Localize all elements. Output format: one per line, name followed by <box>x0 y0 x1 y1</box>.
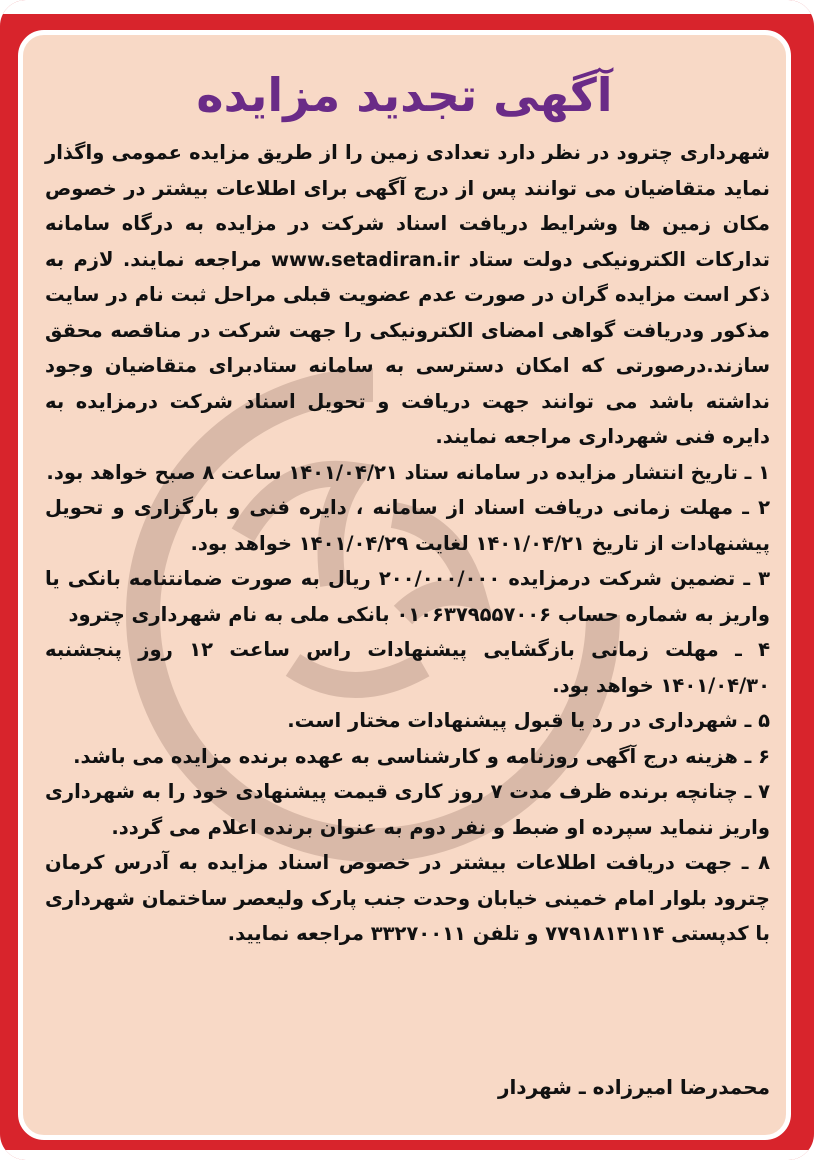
list-item: ۷ ـ چنانچه برنده ظرف مدت ۷ روز کاری قیمت پیشنهادی خود را به شهرداری واریز ننماید سپرده او ضبط و نفر دوم به عنوان برنده اعلام می گردد. <box>45 780 770 839</box>
frame-top-edge <box>0 0 814 14</box>
intro-paragraph: شهرداری چترود در نظر دارد تعدادی زمین را از طریق مزایده عمومی واگذار نماید متقاضیان می توانند پس از درج آگهی برای اطلاعات بیشتر در خصوص مکان زمین ها وشرایط دریافت اسناد شرکت در مزایده به درگاه سامانه تدارکات الکترونیکی دولت ستاد www.setadiran.ir مراجعه نمایند. لازم به ذکر است مزایده گران در صورت عدم عضویت قبلی مراحل ثبت نام در سایت مذکور ودریافت گواهی امضای الکترونیکی را جهت شرکت در مناقصه محقق سازند.درصورتی که امکان دسترسی به سامانه ستادبرای متقاضیان وجود نداشته باشد می توانند جهت دریافت و تحویل اسناد شرکت درمزایده به دایره فنی شهرداری مراجعه نمایند. <box>45 141 770 448</box>
notice-panel <box>18 30 791 1140</box>
list-item: ۱ ـ تاریخ انتشار مزایده در سامانه ستاد ۱۴۰۱/۰۴/۲۱ ساعت ۸ صبح خواهد بود. <box>46 460 770 484</box>
list-item: ۳ ـ تضمین شرکت درمزایده ۲۰۰/۰۰۰/۰۰۰ ریال به صورت ضمانتنامه بانکی یا واریز به شماره حساب ۰۱۰۶۳۷۹۵۵۷۰۰۶ بانکی ملی به نام شهرداری چترود <box>45 567 770 626</box>
notice-body <box>45 135 770 952</box>
list-item: ۶ ـ هزینه درج آگهی روزنامه و کارشناسی به عهده برنده مزایده می باشد. <box>73 744 770 768</box>
frame-bottom-edge <box>0 1150 814 1160</box>
notice-title: آگهی تجدید مزایده <box>196 68 613 122</box>
list-item: ۴ ـ مهلت زمانی بازگشایی پیشنهادات راس ساعت ۱۲ روز پنجشنبه ۱۴۰۱/۰۴/۳۰ خواهد بود. <box>45 638 771 697</box>
list-item: ۵ ـ شهرداری در رد یا قبول پیشنهادات مختار است. <box>287 709 770 732</box>
list-item: ۸ ـ جهت دریافت اطلاعات بیشتر در خصوص اسناد مزایده به آدرس کرمان چترود بلوار امام خمینی خیابان وحدت جنب پارک ولیعصر ساختمان شهرداری با کدپستی ۷۷۹۱۸۱۳۱۱۴ و تلفن ۳۳۲۷۰۰۱۱ مراجعه نمایید. <box>45 851 770 945</box>
signature: محمدرضا امیرزاده ـ شهردار <box>497 1075 770 1099</box>
list-item: ۲ ـ مهلت زمانی دریافت اسناد از سامانه ، دایره فنی و بارگزاری و تحویل پیشنهادات از تاریخ ۱۴۰۱/۰۴/۲۱ لغایت ۱۴۰۱/۰۴/۲۹ خواهد بود. <box>45 496 770 555</box>
